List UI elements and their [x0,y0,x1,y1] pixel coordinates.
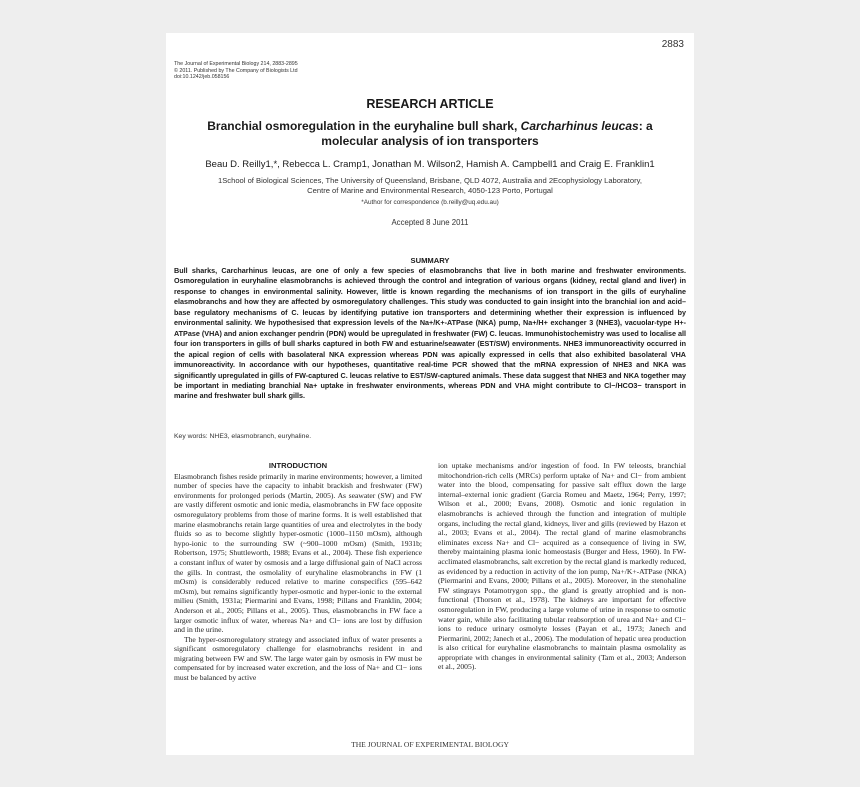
intro-paragraph-1: Elasmobranch fishes reside primarily in marine environments; however, a limited number of species have the capacity to inhabit brackish and freshwater (FW) environments for prolonged periods (Martin, 2005). As seawater (SW) and FW are vastly different osmotic and ionic media, elasmobranchs in FW face opposite osmoregulatory problems from those of marine forms. It is well established that marine elasmobranchs retain large quantities of urea and electrolytes in the body fluids so as to become slightly hyper-osmotic (1000–1150 mOsm), although hypo-ionic to the surrounding SW (~900–1000 mOsm) (Smith, 1931b; Robertson, 1975; Shuttleworth, 1988; Evans et al., 2004). These fish experience a constant influx of water by osmosis and a large diffusional gain of NaCl across the gills. In contrast, the osmolality of euryhaline elasmobranchs in FW (1 mOsm) is considerably reduced relative to marine conspecifics (595–642 mOsm), but remains significantly hyper-osmotic and hyper-ionic to the external milieu (Smith, 1931a; Piermarini and Evans, 1998; Pillans and Franklin, 2004; Anderson et al., 2005; Pillans et al., 2005). Thus, elasmobranchs in FW face a larger osmotic influx of water, whereas Na+ and Cl− ions are lost by diffusion and in the urine. [174,471,422,635]
article-type: RESEARCH ARTICLE [366,97,494,111]
affiliation-line-2: Centre of Marine and Environmental Research, 4050-123 Porto, Portugal [307,186,553,195]
summary-heading: SUMMARY [410,256,450,265]
title-end: : a molecular analysis of ion transporters [321,119,653,148]
article-title [186,119,674,149]
introduction-heading: INTRODUCTION [268,461,328,470]
page-number: 2883 [661,39,684,50]
intro-paragraph-2: The hyper-osmoregulatory strategy and associated influx of water presents a significant osmoregulatory challenge for elasmobranchs resident in and migrating between FW and SW. The large water gain by osmosis in FW must be compensated for by increased water excretion, and the loss of Na+ and Cl− ions must be balanced by active [174,634,422,683]
journal-citation: The Journal of Experimental Biology 214, 2883-2895 [174,61,298,67]
title-main: Branchial osmoregulation in the euryhaline bull shark, [207,119,521,133]
journal-info [174,61,298,81]
summary-text: Bull sharks, Carcharhinus leucas, are one of only a few species of elasmobranchs that live in both marine and freshwater environments. Osmoregulation in euryhaline elasmobranchs is achieved through the control and integration of various organs (kidney, rectal gland and liver) in response to changes in environmental salinity. However, little is known regarding the mechanisms of ion transport in the gills of euryhaline elasmobranchs and how they are affected by osmoregulatory challenges. This study was conducted to gain insight into the branchial ion and acid–base regulatory mechanisms of C. leucas by identifying putative ion transporters and determining whether their expression is influenced by environmental salinity. We hypothesised that expression levels of the Na+/K+-ATPase (NKA) pump, Na+/H+ exchanger 3 (NHE3), vacuolar-type H+-ATPase (VHA) and anion exchanger pendrin (PDN) would be upregulated in freshwater (FW) C. leucas. Immunohistochemistry was used to localise all four ion transporters in gills of bull sharks captured in both FW and estuarine/seawater (EST/SW) environments. NHE3 immunoreactivity occurred in the apical region of cells with basolateral NKA expression whereas PDN was apically expressed in cells that also exhibited basolateral VHA immunoreactivity. In accordance with our hypotheses, quantitative real-time PCR showed that the mRNA expression of NHE3 and NKA was significantly upregulated in gills of FW-captured C. leucas relative to EST/SW-captured animals. These data suggest that NHE3 and NKA together may be important in mediating branchial Na+ uptake in freshwater environments, whereas PDN and VHA might contribute to Cl−/HCO3− transport in marine and freshwater bull shark gills. [174,266,686,401]
left-column [174,461,422,683]
journal-footer: THE JOURNAL OF EXPERIMENTAL BIOLOGY [351,740,509,749]
author-list: Beau D. Reilly1,*, Rebecca L. Cramp1, Jonathan M. Wilson2, Hamish A. Campbell1 and Craig E. Franklin1 [205,159,655,170]
affiliation-line-1: 1School of Biological Sciences, The University of Queensland, Brisbane, QLD 4072, Australia and 2Ecophysiology Laboratory, [218,176,642,185]
journal-copyright: © 2011. Published by The Company of Biologists Ltd [174,67,298,74]
journal-doi: doi:10.1242/jeb.058156 [174,74,230,81]
correspondence: *Author for correspondence (b.reilly@uq.edu.au) [361,199,499,206]
affiliations [176,176,684,196]
accepted-date: Accepted 8 June 2011 [391,218,469,227]
intro-paragraph-3: ion uptake mechanisms and/or ingestion of food. In FW teleosts, branchial mitochondrion-rich cells (MRCs) perform uptake of Na+ and Cl− from ambient water into the blood, compensating for passive salt efflux down the large internal–external ionic gradient (Garcia Romeu and Maetz, 1964; Perry, 1997; Wilson et al., 2000; Evans, 2008). Osmotic and ionic regulation in elasmobranchs is achieved through the function and integration of multiple organs, including the rectal gland, kidneys, liver and gills (reviewed by Hazon et al., 2003; Evans et al., 2004). The rectal gland of marine elasmobranchs eliminates excess Na+ and Cl− acquired as a consequence of living in SW, thereby maintaining plasma ionic homeostasis (Burger and Hess, 1960). In FW-acclimated elasmobranchs, salt excretion by the rectal gland is markedly reduced, as evidenced by a reduction in activity of the ion pump, Na+/K+-ATPase (NKA) (Piermarini and Evans, 2000; Pillans et al., 2005). Moreover, in the stenohaline FW stingrays Potamotrygon spp., the gland is greatly atrophied and is non-functional (Thorson et al., 1978). The kidneys are important for effective osmoregulation in FW, producing a large volume of urine in response to osmotic water gain, while also facilitating tubular reabsorption of urea and Na+ and Cl− ions to reduce urinary osmolyte losses (Payan et al., 1973; Janech and Piermarini, 2002; Janech et al., 2006). The modulation of hepatic urea production is also critical for euryhaline elasmobranchs to maintain plasma osmolality as appropriate with changes in environmental salinity (Tam et al., 2003; Anderson et al., 2005). [438,461,686,672]
journal-page [166,33,694,755]
title-species: Carcharhinus leucas [520,119,639,133]
right-column [438,461,686,672]
keywords: Key words: NHE3, elasmobranch, euryhaline. [174,433,312,440]
